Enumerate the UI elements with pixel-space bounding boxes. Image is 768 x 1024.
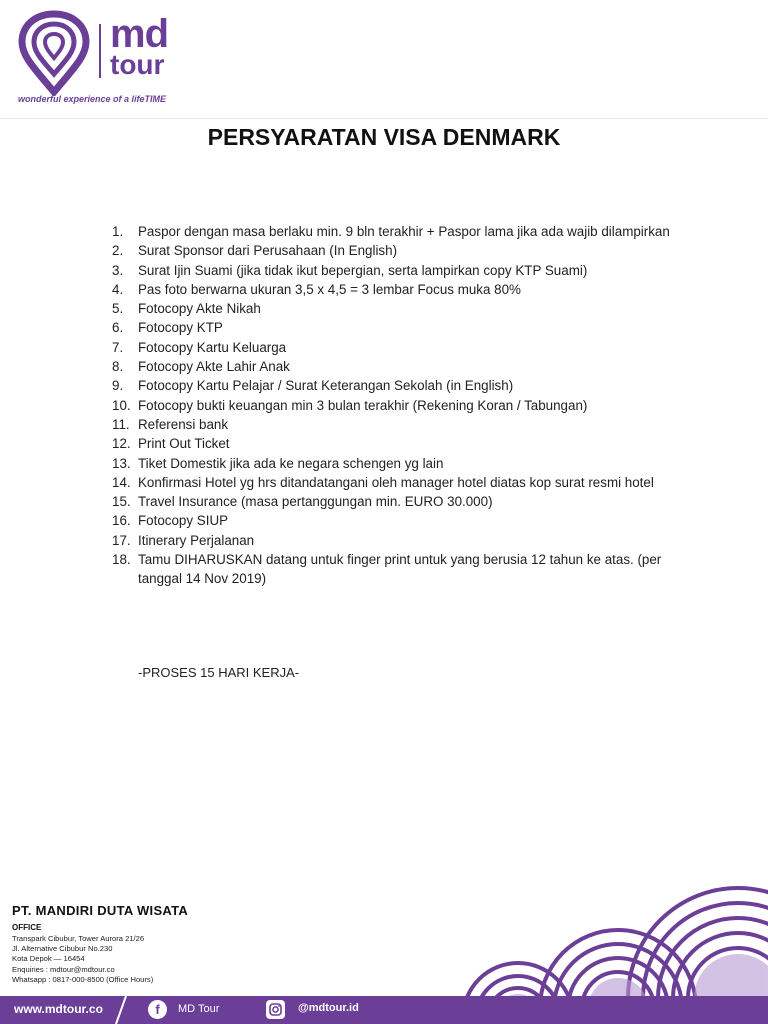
decorative-wave-arcs — [438, 858, 768, 998]
list-item-text: Fotocopy Kartu Keluarga — [138, 339, 287, 355]
list-item-number: 2. — [112, 243, 124, 259]
list-item-text: Itinerary Perjalanan — [138, 532, 255, 548]
list-item-number: 4. — [112, 281, 124, 297]
enquiries-line: Enquiries : mdtour@mdtour.co — [12, 964, 115, 974]
list-item — [112, 415, 672, 434]
list-item-number: 18. — [112, 552, 131, 568]
list-item-number: 5. — [112, 301, 124, 317]
list-item-text: Fotocopy Akte Lahir Anak — [138, 359, 290, 375]
list-item — [112, 222, 672, 241]
list-item-number: 6. — [112, 320, 124, 336]
list-item — [112, 396, 672, 415]
logo-text-md: md — [110, 12, 168, 56]
facebook-icon[interactable]: f — [148, 1000, 167, 1019]
list-item-text: Referensi bank — [138, 416, 229, 432]
list-item-text: Fotocopy Akte Nikah — [138, 301, 261, 317]
list-item-text: Paspor dengan masa berlaku min. 9 bln terakhir + Paspor lama jika ada wajib dilampirkan — [138, 224, 670, 239]
list-item-number: 3. — [112, 262, 124, 278]
list-item — [112, 531, 672, 550]
list-item-text: Tiket Domestik jika ada ke negara schengen yg lain — [138, 455, 444, 471]
footer-address — [12, 934, 153, 985]
list-item — [112, 454, 672, 473]
list-item — [112, 473, 672, 492]
address-line: Kota Depok — 16454 — [12, 954, 85, 964]
letterhead-header — [0, 0, 768, 120]
list-item-text: Print Out Ticket — [138, 436, 230, 452]
list-item — [112, 318, 672, 337]
requirements-list — [112, 222, 672, 589]
list-item-number: 7. — [112, 339, 124, 355]
list-item-number: 10. — [112, 397, 131, 413]
list-item — [112, 299, 672, 318]
list-item-text: Fotocopy Kartu Pelajar / Surat Keterangan Sekolah (in English) — [138, 378, 514, 394]
list-item-number: 14. — [112, 474, 131, 490]
list-item — [112, 338, 672, 357]
website-link[interactable]: www.mdtour.co — [14, 1002, 103, 1016]
instagram-label[interactable]: @mdtour.id — [298, 1002, 359, 1014]
md-tour-logo-icon — [18, 10, 90, 96]
footer-slash-divider — [112, 996, 130, 1024]
list-item — [112, 241, 672, 260]
list-item-text: Fotocopy KTP — [138, 320, 223, 336]
instagram-icon[interactable] — [266, 1000, 285, 1019]
logo-text-tour: tour — [110, 49, 165, 80]
page-title: PERSYARATAN VISA DENMARK — [207, 124, 561, 150]
address-line: Transpark Cibubur, Tower Aurora 21/26 — [12, 934, 145, 943]
list-item — [112, 376, 672, 395]
list-item-number: 15. — [112, 494, 131, 510]
footer-bar — [0, 996, 768, 1024]
list-item-text: Travel Insurance (masa pertanggungan min. EURO 30.000) — [138, 494, 493, 510]
list-item-text: Tamu DIHARUSKAN datang untuk finger print untuk yang berusia 12 tahun ke atas. (per tanggal 14 Nov 2019) — [138, 552, 662, 587]
list-item-text: Pas foto berwarna ukuran 3,5 x 4,5 = 3 lembar Focus muka 80% — [138, 281, 521, 297]
list-item-text: Fotocopy SIUP — [138, 513, 229, 529]
list-item — [112, 357, 672, 376]
tagline: wonderful experience of a lifeTIME — [18, 94, 167, 104]
list-item-number: 11. — [112, 416, 130, 432]
list-item-text: Surat Sponsor dari Perusahaan (In English) — [138, 243, 398, 259]
list-item-number: 9. — [112, 378, 124, 394]
list-item-number: 12. — [112, 436, 131, 452]
facebook-label[interactable]: MD Tour — [178, 1003, 220, 1015]
list-item — [112, 261, 672, 280]
list-item-number: 16. — [112, 513, 131, 529]
list-item — [112, 511, 672, 530]
header-divider — [0, 118, 768, 119]
processing-note: -PROSES 15 HARI KERJA- — [138, 665, 300, 680]
list-item-number: 17. — [112, 532, 131, 548]
list-item — [112, 492, 672, 511]
list-item-number: 8. — [112, 359, 124, 375]
list-item-number: 13. — [112, 455, 131, 471]
list-item — [112, 434, 672, 453]
list-item — [112, 550, 672, 589]
whatsapp-line: Whatsapp : 0817-000-8500 (Office Hours) — [12, 974, 154, 984]
logo-divider — [99, 24, 101, 78]
list-item — [112, 280, 672, 299]
list-item-text: Surat Ijin Suami (jika tidak ikut bepergian, serta lampirkan copy KTP Suami) — [138, 262, 588, 278]
list-item-text: Konfirmasi Hotel yg hrs ditandatangani oleh manager hotel diatas kop surat resmi hotel — [138, 474, 654, 490]
footer-company-name: PT. MANDIRI DUTA WISATA — [12, 903, 189, 918]
list-item-text: Fotocopy bukti keuangan min 3 bulan terakhir (Rekening Koran / Tabungan) — [138, 397, 588, 413]
footer-office-label: OFFICE — [12, 923, 42, 932]
address-line: Jl. Alternative Cibubur No.230 — [12, 944, 113, 954]
list-item-number: 1. — [112, 224, 124, 239]
